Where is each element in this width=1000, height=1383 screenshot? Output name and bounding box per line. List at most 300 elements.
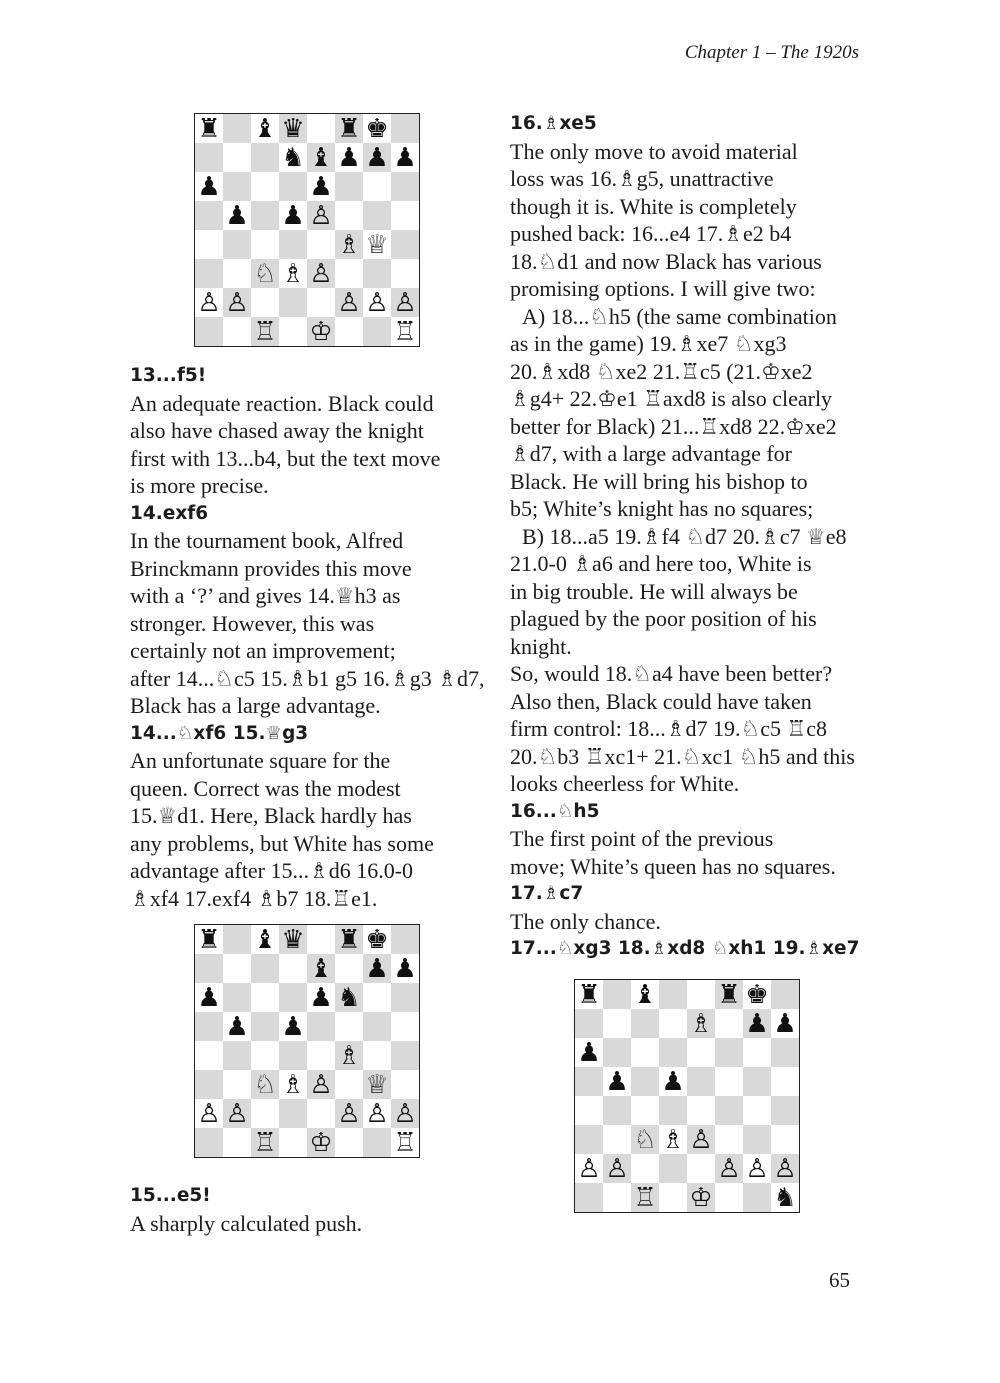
board-square xyxy=(715,1125,743,1154)
black-pawn-icon: ♟ xyxy=(577,1037,601,1068)
black-bishop-icon: ♝ xyxy=(253,924,277,955)
white-bishop-icon: ♗ xyxy=(281,258,305,289)
white-rook-icon: ♖ xyxy=(393,1127,417,1158)
board-square xyxy=(223,1012,251,1041)
black-bishop-icon: ♝ xyxy=(253,113,277,144)
board-square xyxy=(743,1154,771,1183)
board-square xyxy=(659,1009,687,1038)
board-square xyxy=(335,201,363,230)
text-line: 15.♕d1. Here, Black hardly has xyxy=(130,803,412,828)
black-bishop-icon: ♝ xyxy=(309,953,333,984)
board-square xyxy=(307,114,335,143)
black-pawn-icon: ♟ xyxy=(281,200,305,231)
white-pawn-icon: ♙ xyxy=(309,1069,333,1100)
board-square xyxy=(391,230,419,259)
text-line: loss was 16.♗g5, unattractive xyxy=(510,166,774,191)
board-square xyxy=(251,230,279,259)
variation-b xyxy=(510,523,880,661)
black-rook-icon: ♜ xyxy=(197,113,221,144)
text-line: In the tournament book, Alfred xyxy=(130,528,404,553)
board-square xyxy=(279,1070,307,1099)
board-square xyxy=(603,1038,631,1067)
board-square xyxy=(335,983,363,1012)
white-knight-icon: ♘ xyxy=(633,1124,657,1155)
running-header: Chapter 1 – The 1920s xyxy=(684,42,859,63)
board-square xyxy=(223,954,251,983)
board-square xyxy=(307,1041,335,1070)
black-rook-icon: ♜ xyxy=(337,924,361,955)
board-square xyxy=(279,1128,307,1157)
board-square xyxy=(391,1070,419,1099)
black-pawn-icon: ♟ xyxy=(309,982,333,1013)
board-square xyxy=(195,925,223,954)
text-line: looks cheerless for White. xyxy=(510,771,740,796)
black-pawn-icon: ♟ xyxy=(281,1011,305,1042)
board-square xyxy=(659,1038,687,1067)
board-square xyxy=(335,259,363,288)
text-line: B) 18...a5 19.♗f4 ♘d7 20.♗c7 ♕e8 xyxy=(522,523,847,549)
board-square xyxy=(251,143,279,172)
board-square xyxy=(251,1012,279,1041)
text-line: ♗xf4 17.exf4 ♗b7 18.♖e1. xyxy=(130,885,378,911)
board-square xyxy=(391,288,419,317)
text-line: better for Black) 21...♖xd8 22.♔xe2 xyxy=(510,413,837,439)
move-heading: 16...♘h5 xyxy=(510,800,600,822)
text-line: pushed back: 16...e4 17.♗e2 b4 xyxy=(510,221,792,246)
board-square xyxy=(251,201,279,230)
board-square xyxy=(363,230,391,259)
text-line: queen. Correct was the modest xyxy=(130,775,401,801)
board-square xyxy=(335,954,363,983)
board-square xyxy=(687,1067,715,1096)
board-square xyxy=(223,259,251,288)
board-square xyxy=(687,1038,715,1067)
black-rook-icon: ♜ xyxy=(717,979,741,1010)
text-line: The only chance. xyxy=(510,908,661,934)
board-square xyxy=(603,1009,631,1038)
board-square xyxy=(659,1067,687,1096)
board-square xyxy=(391,317,419,346)
move-heading: 15...e5! xyxy=(130,1185,211,1206)
black-pawn-icon: ♟ xyxy=(337,142,361,173)
board-square xyxy=(279,1041,307,1070)
board-square xyxy=(335,114,363,143)
black-pawn-icon: ♟ xyxy=(605,1066,629,1097)
white-pawn-icon: ♙ xyxy=(337,287,361,318)
board-square xyxy=(659,1183,687,1212)
chess-diagram-2 xyxy=(194,924,420,1158)
board-square xyxy=(631,1125,659,1154)
board-square xyxy=(279,172,307,201)
black-rook-icon: ♜ xyxy=(577,979,601,1010)
board-square xyxy=(251,288,279,317)
board-square xyxy=(771,1125,799,1154)
board-square xyxy=(251,954,279,983)
text-line: So, would 18.♘a4 have been better? xyxy=(510,661,833,686)
black-knight-icon: ♞ xyxy=(281,142,305,173)
board-square xyxy=(279,143,307,172)
white-rook-icon: ♖ xyxy=(633,1182,657,1213)
board-square xyxy=(195,201,223,230)
board-square xyxy=(743,980,771,1009)
black-bishop-icon: ♝ xyxy=(309,142,333,173)
board-square xyxy=(631,1096,659,1125)
white-pawn-icon: ♙ xyxy=(365,1098,389,1129)
board-square xyxy=(603,1125,631,1154)
board-square xyxy=(363,317,391,346)
board-square xyxy=(743,1183,771,1212)
board-square xyxy=(251,114,279,143)
board-square xyxy=(771,1067,799,1096)
board-square xyxy=(391,259,419,288)
black-bishop-icon: ♝ xyxy=(633,979,657,1010)
board-square xyxy=(715,1096,743,1125)
board-square xyxy=(687,1183,715,1212)
board-square xyxy=(251,1041,279,1070)
commentary xyxy=(510,908,880,936)
board-square xyxy=(631,1183,659,1212)
board-square xyxy=(743,1096,771,1125)
board-square xyxy=(195,954,223,983)
text-line: plagued by the poor position of his xyxy=(510,606,817,631)
board-square xyxy=(687,980,715,1009)
board-square xyxy=(631,980,659,1009)
white-pawn-icon: ♙ xyxy=(605,1153,629,1184)
white-knight-icon: ♘ xyxy=(253,258,277,289)
board-square xyxy=(195,983,223,1012)
text-line: The first point of the previous xyxy=(510,826,774,851)
board-square xyxy=(631,1009,659,1038)
board-square xyxy=(659,1096,687,1125)
white-pawn-icon: ♙ xyxy=(365,287,389,318)
board-square xyxy=(631,1154,659,1183)
board-square xyxy=(715,1067,743,1096)
board-square xyxy=(195,1128,223,1157)
board-square xyxy=(223,1128,251,1157)
board-square xyxy=(335,172,363,201)
board-square xyxy=(363,172,391,201)
chess-diagram-1 xyxy=(194,113,420,347)
white-queen-icon: ♕ xyxy=(365,1069,389,1100)
text-line: knight. xyxy=(510,633,572,659)
board-square xyxy=(279,1099,307,1128)
black-rook-icon: ♜ xyxy=(337,113,361,144)
board-square xyxy=(307,1070,335,1099)
white-king-icon: ♔ xyxy=(309,1127,333,1158)
variation-a xyxy=(510,303,880,523)
board-square xyxy=(363,1041,391,1070)
board-square xyxy=(307,954,335,983)
board-square xyxy=(335,925,363,954)
board-square xyxy=(195,1041,223,1070)
board-square xyxy=(307,983,335,1012)
text-line: first with 13...b4, but the text move xyxy=(130,445,441,471)
board-square xyxy=(575,1067,603,1096)
board-square xyxy=(391,1012,419,1041)
white-pawn-icon: ♙ xyxy=(745,1153,769,1184)
board-square xyxy=(335,230,363,259)
board-square xyxy=(223,983,251,1012)
text-line: though it is. White is completely xyxy=(510,193,797,219)
black-pawn-icon: ♟ xyxy=(365,953,389,984)
white-bishop-icon: ♗ xyxy=(689,1008,713,1039)
text-line: after 14...♘c5 15.♗b1 g5 16.♗g3 ♗d7, xyxy=(130,665,485,691)
black-rook-icon: ♜ xyxy=(197,924,221,955)
board-square xyxy=(223,1041,251,1070)
board-square xyxy=(687,1096,715,1125)
text-line: is more precise. xyxy=(130,473,269,498)
white-pawn-icon: ♙ xyxy=(689,1124,713,1155)
board-square xyxy=(223,925,251,954)
board-square xyxy=(743,1067,771,1096)
white-pawn-icon: ♙ xyxy=(577,1153,601,1184)
text-line: Black has a large advantage. xyxy=(130,693,381,718)
left-column xyxy=(130,362,490,912)
move-heading: 17...♘xg3 18.♗xd8 ♘xh1 19.♗xe7 xyxy=(510,938,860,959)
board-square xyxy=(603,1067,631,1096)
board-square xyxy=(195,317,223,346)
board-square xyxy=(575,980,603,1009)
text-line: move; White’s queen has no squares. xyxy=(510,853,836,879)
board-square xyxy=(771,980,799,1009)
board-square xyxy=(195,288,223,317)
black-knight-icon: ♞ xyxy=(337,982,361,1013)
move-heading: 17.♗c7 xyxy=(510,883,584,904)
board-square xyxy=(195,1099,223,1128)
black-pawn-icon: ♟ xyxy=(197,982,221,1013)
text-line: ♗g4+ 22.♔e1 ♖axd8 is also clearly xyxy=(510,386,833,411)
board-square xyxy=(771,1009,799,1038)
board-square xyxy=(251,925,279,954)
text-line: any problems, but White has some xyxy=(130,830,434,856)
commentary xyxy=(130,747,490,912)
board-square xyxy=(335,317,363,346)
black-queen-icon: ♛ xyxy=(281,113,305,144)
white-pawn-icon: ♙ xyxy=(337,1098,361,1129)
white-knight-icon: ♘ xyxy=(253,1069,277,1100)
commentary xyxy=(130,527,490,720)
board-square xyxy=(363,201,391,230)
white-rook-icon: ♖ xyxy=(253,316,277,347)
text-line: promising options. I will give two: xyxy=(510,276,816,301)
board-square xyxy=(363,1070,391,1099)
board-square xyxy=(771,1038,799,1067)
board-square xyxy=(195,114,223,143)
board-square xyxy=(391,954,419,983)
text-line: 20.♗xd8 ♘xe2 21.♖c5 (21.♔xe2 xyxy=(510,358,813,384)
white-pawn-icon: ♙ xyxy=(393,1098,417,1129)
board-square xyxy=(715,1009,743,1038)
move-heading: 13...f5! xyxy=(130,365,207,386)
board-square xyxy=(631,1067,659,1096)
board-square xyxy=(743,1009,771,1038)
board-square xyxy=(715,980,743,1009)
commentary xyxy=(130,390,490,500)
white-bishop-icon: ♗ xyxy=(661,1124,685,1155)
board-square xyxy=(279,1012,307,1041)
board-square xyxy=(279,201,307,230)
black-king-icon: ♚ xyxy=(365,924,389,955)
text-line: A sharply calculated push. xyxy=(130,1210,363,1236)
board-square xyxy=(335,288,363,317)
white-pawn-icon: ♙ xyxy=(309,200,333,231)
board-square xyxy=(603,1154,631,1183)
board-square xyxy=(279,317,307,346)
board-square xyxy=(771,1183,799,1212)
board-square xyxy=(279,230,307,259)
board-square xyxy=(363,983,391,1012)
board-square xyxy=(391,143,419,172)
board-square xyxy=(687,1154,715,1183)
commentary xyxy=(510,138,880,303)
board-square xyxy=(195,172,223,201)
black-pawn-icon: ♟ xyxy=(393,142,417,173)
text-line: with a ‘?’ and gives 14.♕h3 as xyxy=(130,583,401,608)
text-line: 20.♘b3 ♖xc1+ 21.♘xc1 ♘h5 and this xyxy=(510,743,855,769)
board-square xyxy=(771,1154,799,1183)
board-square xyxy=(307,1012,335,1041)
text-line: in big trouble. He will always be xyxy=(510,578,798,604)
text-line: certainly not an improvement; xyxy=(130,638,396,663)
white-rook-icon: ♖ xyxy=(253,1127,277,1158)
board-square xyxy=(195,230,223,259)
white-pawn-icon: ♙ xyxy=(309,258,333,289)
board-square xyxy=(251,1070,279,1099)
board-square xyxy=(307,317,335,346)
board-square xyxy=(363,114,391,143)
board-square xyxy=(391,1128,419,1157)
black-pawn-icon: ♟ xyxy=(225,200,249,231)
white-bishop-icon: ♗ xyxy=(337,229,361,260)
board-square xyxy=(363,259,391,288)
board-square xyxy=(251,983,279,1012)
white-bishop-icon: ♗ xyxy=(337,1040,361,1071)
black-pawn-icon: ♟ xyxy=(309,171,333,202)
white-bishop-icon: ♗ xyxy=(281,1069,305,1100)
move-heading: 16.♗xe5 xyxy=(510,113,597,134)
board-square xyxy=(195,1012,223,1041)
board-square xyxy=(363,288,391,317)
board-square xyxy=(307,201,335,230)
board-square xyxy=(335,143,363,172)
commentary xyxy=(510,825,880,880)
board-square xyxy=(195,1070,223,1099)
white-pawn-icon: ♙ xyxy=(225,287,249,318)
text-line: Also then, Black could have taken xyxy=(510,688,812,714)
board-square xyxy=(603,1183,631,1212)
board-square xyxy=(363,925,391,954)
board-square xyxy=(223,317,251,346)
text-line: 21.0-0 ♗a6 and here too, White is xyxy=(510,551,812,576)
black-pawn-icon: ♟ xyxy=(773,1008,797,1039)
board-square xyxy=(223,114,251,143)
board-square xyxy=(251,172,279,201)
board-square xyxy=(391,983,419,1012)
text-line: b5; White’s knight has no squares; xyxy=(510,496,814,521)
board-square xyxy=(659,980,687,1009)
board-square xyxy=(223,172,251,201)
white-king-icon: ♔ xyxy=(309,316,333,347)
board-square xyxy=(687,1009,715,1038)
board-square xyxy=(307,172,335,201)
board-square xyxy=(279,983,307,1012)
board-square xyxy=(335,1012,363,1041)
white-pawn-icon: ♙ xyxy=(197,1098,221,1129)
board-square xyxy=(391,172,419,201)
white-pawn-icon: ♙ xyxy=(197,287,221,318)
board-square xyxy=(603,1096,631,1125)
black-queen-icon: ♛ xyxy=(281,924,305,955)
board-square xyxy=(575,1009,603,1038)
white-king-icon: ♔ xyxy=(689,1182,713,1213)
board-square xyxy=(195,259,223,288)
text-line: as in the game) 19.♗xe7 ♘xg3 xyxy=(510,331,787,356)
board-square xyxy=(307,288,335,317)
black-pawn-icon: ♟ xyxy=(225,1011,249,1042)
white-pawn-icon: ♙ xyxy=(717,1153,741,1184)
white-pawn-icon: ♙ xyxy=(225,1098,249,1129)
board-square xyxy=(391,114,419,143)
board-square xyxy=(251,1128,279,1157)
text-line: also have chased away the knight xyxy=(130,418,424,443)
board-square xyxy=(335,1128,363,1157)
board-square xyxy=(659,1125,687,1154)
board-square xyxy=(307,230,335,259)
right-column xyxy=(510,110,880,963)
board-square xyxy=(391,925,419,954)
board-square xyxy=(223,230,251,259)
board-square xyxy=(223,201,251,230)
text-line: Black. He will bring his bishop to xyxy=(510,468,808,494)
board-square xyxy=(279,925,307,954)
board-square xyxy=(391,201,419,230)
move-heading: 14.exf6 xyxy=(130,502,209,524)
board-square xyxy=(575,1125,603,1154)
text-line: An unfortunate square for the xyxy=(130,748,391,773)
board-square xyxy=(335,1041,363,1070)
board-square xyxy=(715,1154,743,1183)
board-square xyxy=(391,1099,419,1128)
board-square xyxy=(279,259,307,288)
black-pawn-icon: ♟ xyxy=(745,1008,769,1039)
board-square xyxy=(251,1099,279,1128)
text-line: advantage after 15...♗d6 16.0-0 xyxy=(130,858,414,883)
board-square xyxy=(575,1038,603,1067)
text-line: 18.♘d1 and now Black has various xyxy=(510,248,822,274)
board-square xyxy=(391,1041,419,1070)
board-square xyxy=(743,1125,771,1154)
board-square xyxy=(363,1012,391,1041)
black-pawn-icon: ♟ xyxy=(393,953,417,984)
text-line: A) 18...♘h5 (the same combination xyxy=(522,303,837,329)
board-square xyxy=(715,1038,743,1067)
board-square xyxy=(603,980,631,1009)
black-king-icon: ♚ xyxy=(745,979,769,1010)
black-pawn-icon: ♟ xyxy=(365,142,389,173)
board-square xyxy=(195,143,223,172)
board-square xyxy=(307,259,335,288)
board-square xyxy=(223,288,251,317)
board-square xyxy=(251,317,279,346)
white-rook-icon: ♖ xyxy=(393,316,417,347)
text-line: An adequate reaction. Black could xyxy=(130,390,434,416)
white-pawn-icon: ♙ xyxy=(393,287,417,318)
commentary xyxy=(510,660,880,798)
board-square xyxy=(687,1125,715,1154)
board-square xyxy=(363,1099,391,1128)
board-square xyxy=(335,1099,363,1128)
board-square xyxy=(363,143,391,172)
